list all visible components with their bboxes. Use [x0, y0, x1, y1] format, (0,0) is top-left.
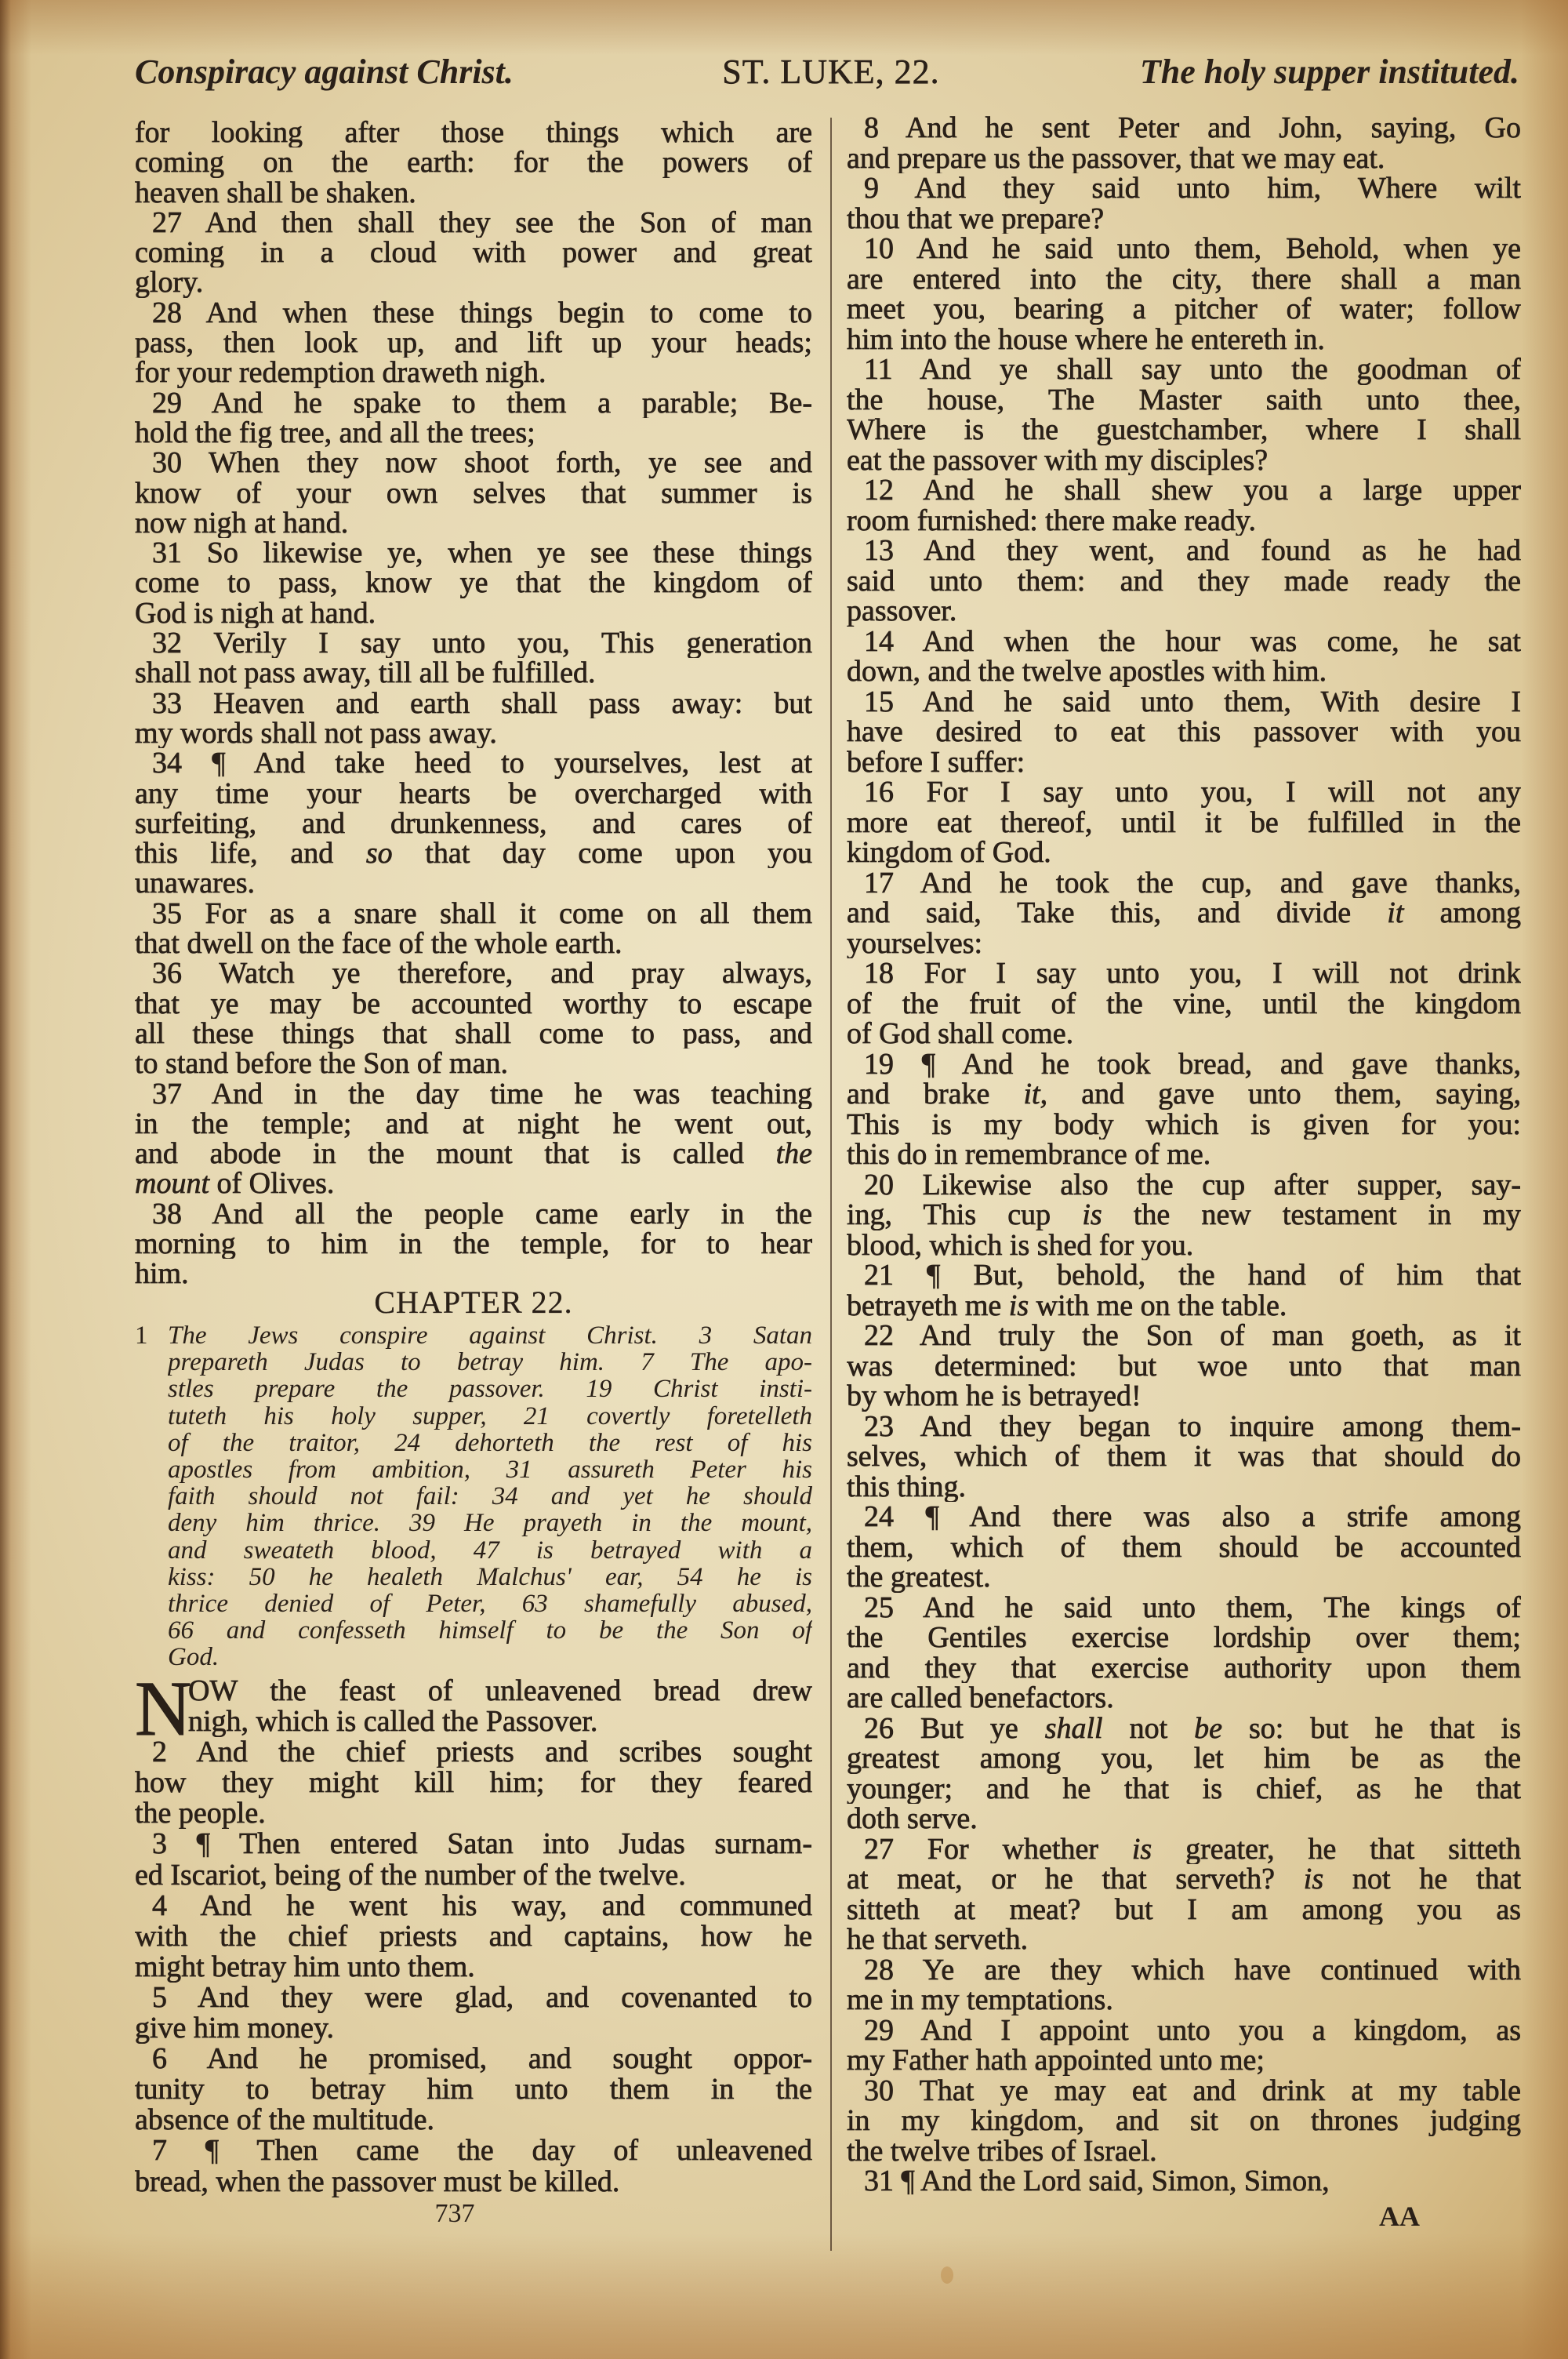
- text-line: sitteth at meat? but I am among you as: [847, 1894, 1521, 1925]
- text-line: with the chief priests and captains, how he: [135, 1921, 812, 1952]
- text-line: 23 And they began to inquire among them-: [864, 1411, 1521, 1441]
- text-line: how they might kill him; for they feared: [135, 1768, 812, 1799]
- text-line: my Father hath appointed unto me;: [847, 2045, 1265, 2076]
- text-line: morning to him in the temple, for to hear: [135, 1228, 812, 1259]
- text-line: him.: [135, 1259, 189, 1289]
- summary-line: of the traitor, 24 dehorteth the rest of his: [168, 1429, 812, 1456]
- text-line: that ye may be accounted worthy to escape: [135, 988, 812, 1019]
- text-line: coming in a cloud with power and great: [135, 238, 812, 268]
- text-line: 4 And he went his way, and communed: [152, 1890, 812, 1921]
- text-line: this do in remembrance of me.: [847, 1140, 1211, 1170]
- text-line: 37 And in the day time he was teaching: [152, 1078, 812, 1109]
- text-line: 18 For I say unto you, I will not drink: [864, 958, 1521, 989]
- text-line: them, which of them should be accounted: [847, 1532, 1521, 1562]
- drop-cap: N: [135, 1665, 192, 1752]
- text-line: know of your own selves that summer is: [135, 478, 812, 508]
- text-line: 27 And then shall they see the Son of man: [152, 207, 812, 238]
- text-line: the twelve tribes of Israel.: [847, 2135, 1157, 2166]
- text-line: my words shall not pass away.: [135, 718, 497, 749]
- summary-line: tuteth his holy supper, 21 covertly foretelleth: [168, 1402, 812, 1430]
- column-divider: [830, 118, 832, 2251]
- text-line: before I suffer:: [847, 747, 1025, 777]
- text-line: have desired to eat this passover with you: [847, 717, 1521, 747]
- text-line: the Gentiles exercise lordship over them;: [847, 1623, 1521, 1653]
- text-line: he that serveth.: [847, 1925, 1029, 1955]
- text-line: This is my body which is given for you:: [847, 1109, 1521, 1140]
- text-line: to stand before the Son of man.: [135, 1049, 508, 1079]
- text-line: 6 And he promised, and sought oppor-: [152, 2044, 812, 2075]
- text-line: pass, then look up, and lift up your heads;: [135, 328, 812, 358]
- text-line: 7 ¶ Then came the day of unleavened: [152, 2135, 812, 2167]
- text-line: room furnished: there make ready.: [847, 505, 1256, 536]
- text-line: 8 And he sent Peter and John, saying, Go: [864, 113, 1521, 144]
- summary-line: stles prepare the passover. 19 Christ insti-: [168, 1376, 812, 1403]
- text-line: for your redemption draweth nigh.: [135, 358, 546, 388]
- running-header-right: The holy supper instituted.: [1139, 53, 1519, 91]
- text-line: 24 ¶ And there was also a strife among: [864, 1502, 1521, 1532]
- text-line: eat the passover with my disciples?: [847, 445, 1269, 475]
- text-line: this thing.: [847, 1471, 967, 1502]
- text-line: 19 ¶ And he took bread, and gave thanks,: [864, 1049, 1521, 1079]
- text-line: 21 ¶ But, behold, the hand of him that: [864, 1260, 1521, 1291]
- text-line: 20 Likewise also the cup after supper, say-: [864, 1169, 1521, 1200]
- text-line: said unto them: and they made ready the: [847, 565, 1521, 596]
- text-line: Where is the guestchamber, where I shall: [847, 415, 1521, 445]
- summary-lines: [168, 1322, 812, 1670]
- text-line: heaven shall be shaken.: [135, 177, 416, 208]
- text-line: 25 And he said unto them, The kings of: [864, 1592, 1521, 1623]
- text-line: coming on the earth: for the powers of: [135, 147, 812, 178]
- text-line: younger; and he that is chief, as he that: [847, 1773, 1521, 1804]
- text-line: 35 For as a snare shall it come on all them: [152, 898, 812, 929]
- text-line: for looking after those things which are: [135, 118, 812, 148]
- chapter-summary: [135, 1322, 812, 1670]
- text-line: ing, This cup is the new testament in my: [847, 1200, 1521, 1230]
- text-line: absence of the multitude.: [135, 2105, 434, 2136]
- summary-line: The Jews conspire against Christ. 3 Satan: [168, 1322, 812, 1350]
- text-line: 15 And he said unto them, With desire I: [864, 686, 1521, 717]
- text-line: 12 And he shall shew you a large upper: [864, 475, 1521, 506]
- text-line: 31 So likewise ye, when ye see these things: [152, 538, 812, 569]
- text-line: down, and the twelve apostles with him.: [847, 656, 1327, 687]
- summary-line: deny him thrice. 39 He prayeth in the mount,: [168, 1510, 812, 1537]
- text-line: 5 And they were glad, and covenanted to: [152, 1982, 812, 2014]
- text-line: 9 And they said unto him, Where wilt: [864, 173, 1521, 204]
- text-line: the greatest.: [847, 1562, 991, 1593]
- text-line: 13 And they went, and found as he had: [864, 536, 1521, 566]
- text-line: OW the feast of unleavened bread drew: [188, 1676, 812, 1707]
- text-line: 14 And when the hour was come, he sat: [864, 626, 1521, 656]
- text-line: and said, Take this, and divide it among: [847, 898, 1521, 929]
- right-column-verses: [847, 113, 1521, 2197]
- text-line: and they that exercise authority upon them: [847, 1652, 1521, 1683]
- text-line: 29 And I appoint unto you a kingdom, as: [864, 2015, 1521, 2045]
- chapter-heading: CHAPTER 22.: [374, 1285, 573, 1320]
- text-line: 34 ¶ And take heed to yourselves, lest at: [152, 748, 812, 779]
- text-line: tunity to betray him unto them in the: [135, 2074, 812, 2106]
- text-line: 30 That ye may eat and drink at my table: [864, 2075, 1521, 2106]
- text-line: and abode in the mount that is called the: [135, 1139, 812, 1169]
- printer-signature-mark: AA: [1379, 2201, 1420, 2232]
- text-line: and prepare us the passover, that we may eat.: [847, 143, 1385, 173]
- text-line: any time your hearts be overcharged with: [135, 778, 812, 809]
- summary-number: 1: [135, 1321, 148, 1350]
- text-line: greatest among you, let him be as the: [847, 1743, 1521, 1774]
- text-line: him into the house where he entereth in.: [847, 324, 1325, 354]
- text-line: 28 And when these things begin to come to: [152, 297, 812, 329]
- text-line: are called benefactors.: [847, 1683, 1114, 1714]
- summary-line: kiss: 50 he healeth Malchus' ear, 54 he is: [168, 1563, 812, 1590]
- text-line: bread, when the passover must be killed.: [135, 2166, 620, 2197]
- text-line: ed Iscariot, being of the number of the twelve.: [135, 1859, 686, 1891]
- text-line: come to pass, know ye that the kingdom of: [135, 568, 812, 598]
- text-line: hold the fig tree, and all the trees;: [135, 417, 535, 449]
- text-line: 27 For whether is greater, he that sitteth: [864, 1834, 1521, 1864]
- summary-line: apostles from ambition, 31 assureth Peter his: [168, 1456, 812, 1484]
- page-number: 737: [434, 2199, 475, 2228]
- text-line: of God shall come.: [847, 1019, 1074, 1049]
- text-line: thou that we prepare?: [847, 203, 1105, 234]
- text-line: 31 ¶ And the Lord said, Simon, Simon,: [864, 2166, 1330, 2197]
- text-line: 17 And he took the cup, and gave thanks,: [864, 867, 1521, 898]
- text-line: this life, and so that day come upon you: [135, 838, 812, 869]
- text-line: was determined: but woe unto that man: [847, 1350, 1521, 1381]
- text-line: give him money.: [135, 2013, 334, 2045]
- text-line: the house, The Master saith unto thee,: [847, 384, 1521, 415]
- text-line: and brake it, and gave unto them, saying,: [847, 1079, 1521, 1110]
- text-line: 26 But ye shall not be so: but he that is: [864, 1713, 1521, 1743]
- text-line: all these things that shall come to pass, and: [135, 1018, 812, 1049]
- text-line: more eat thereof, until it be fulfilled in the: [847, 807, 1521, 838]
- chapter-body-verses: [135, 1665, 812, 2197]
- chapter-verse-lines: [135, 1665, 812, 2197]
- text-line: nigh, which is called the Passover.: [188, 1707, 598, 1738]
- text-line: 16 For I say unto you, I will not any: [864, 777, 1521, 808]
- text-line: the people.: [135, 1798, 266, 1830]
- running-header-left: Conspiracy against Christ.: [135, 53, 514, 91]
- summary-line: prepareth Judas to betray him. 7 The apo-: [168, 1349, 812, 1376]
- text-line: 33 Heaven and earth shall pass away: but: [152, 688, 812, 718]
- text-line: 10 And he said unto them, Behold, when ye: [864, 234, 1521, 264]
- text-line: of the fruit of the vine, until the kingdom: [847, 988, 1521, 1019]
- text-line: passover.: [847, 596, 957, 627]
- text-line: at meat, or he that serveth? is not he that: [847, 1864, 1521, 1895]
- text-line: 29 And he spake to them a parable; Be-: [152, 387, 812, 418]
- text-line: 38 And all the people came early in the: [152, 1198, 812, 1229]
- text-line: 22 And truly the Son of man goeth, as it: [864, 1321, 1521, 1351]
- text-line: selves, which of them it was that should do: [847, 1441, 1521, 1472]
- text-line: by whom he is betrayed!: [847, 1381, 1142, 1412]
- text-line: 11 And ye shall say unto the goodman of: [864, 354, 1521, 385]
- text-line: shall not pass away, till all be fulfilled.: [135, 658, 596, 689]
- text-line: me in my temptations.: [847, 1985, 1113, 2016]
- summary-line: 66 and confesseth himself to be the Son of: [168, 1617, 812, 1645]
- text-line: unawares.: [135, 868, 255, 899]
- text-line: now nigh at hand.: [135, 507, 349, 539]
- summary-line: God.: [168, 1644, 220, 1671]
- text-line: 32 Verily I say unto you, This generation: [152, 628, 812, 659]
- text-line: betrayeth me is with me on the table.: [847, 1290, 1287, 1321]
- text-line: kingdom of God.: [847, 838, 1051, 868]
- summary-line: faith should not fail: 34 and yet he should: [168, 1483, 812, 1510]
- summary-line: thrice denied of Peter, 63 shamefully abused,: [168, 1590, 812, 1618]
- paper-stain: [941, 2266, 953, 2284]
- text-line: 30 When they now shoot forth, ye see and: [152, 448, 812, 478]
- text-line: blood, which is shed for you.: [847, 1230, 1194, 1260]
- text-line: mount of Olives.: [135, 1169, 335, 1199]
- left-column-verses: [135, 118, 812, 1289]
- text-line: meet you, bearing a pitcher of water; follow: [847, 294, 1521, 325]
- text-line: 28 Ye are they which have continued with: [864, 1954, 1521, 1985]
- text-line: God is nigh at hand.: [135, 598, 376, 629]
- text-line: surfeiting, and drunkenness, and cares of: [135, 808, 812, 839]
- text-line: that dwell on the face of the whole earth.: [135, 929, 622, 959]
- running-header-book-chapter: ST. LUKE, 22.: [722, 53, 940, 91]
- text-line: 3 ¶ Then entered Satan into Judas surnam-: [152, 1829, 812, 1860]
- text-line: glory.: [135, 267, 204, 298]
- text-line: yourselves:: [847, 928, 983, 958]
- text-line: in my kingdom, and sit on thrones judging: [847, 2106, 1521, 2136]
- summary-line: and sweateth blood, 47 is betrayed with a: [168, 1536, 812, 1564]
- text-line: in the temple; and at night he went out,: [135, 1108, 812, 1140]
- text-line: 2 And the chief priests and scribes sought: [152, 1737, 812, 1768]
- text-line: 36 Watch ye therefore, and pray always,: [152, 958, 812, 989]
- text-line: are entered into the city, there shall a man: [847, 264, 1521, 294]
- text-line: might betray him unto them.: [135, 1951, 475, 1983]
- text-line: doth serve.: [847, 1804, 978, 1834]
